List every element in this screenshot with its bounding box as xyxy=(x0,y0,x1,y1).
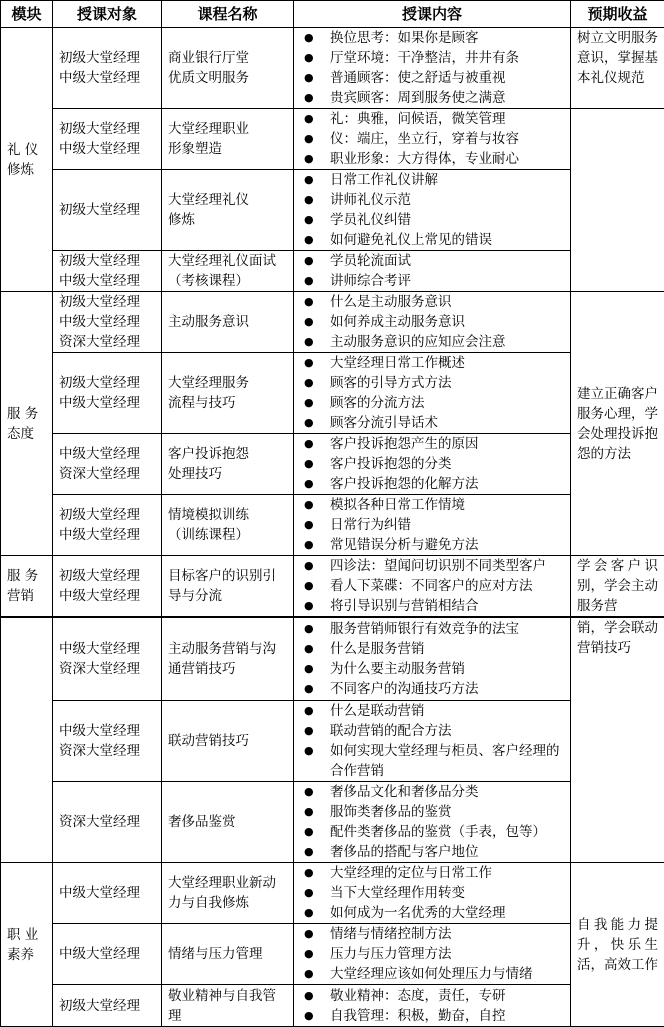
table-row xyxy=(1,28,664,109)
module-literacy: 职 业 素养 xyxy=(1,863,53,1027)
content-cell xyxy=(294,924,571,985)
list-item: ● 模拟各种日常工作情境 xyxy=(300,495,564,515)
list-item: ● 顾客的引导方式方法 xyxy=(300,373,564,393)
table-row xyxy=(1,353,664,434)
course-name-cell: 客户投诉抱怨 处理技巧 xyxy=(162,434,294,495)
list-item: ● 顾客分流引导话术 xyxy=(300,413,564,433)
list-item: ● 如何成为一名优秀的大堂经理 xyxy=(300,903,564,923)
list-item: ● 普通顾客：使之舒适与被重视 xyxy=(300,68,564,88)
module-cell-empty xyxy=(1,618,53,863)
course-name-cell: 奢侈品鉴赏 xyxy=(162,782,294,863)
header-course: 课程名称 xyxy=(162,1,294,28)
gain-cell: 树立文明服务意识，掌握基本礼仪规范 xyxy=(571,28,664,109)
gain-cell: 自我能力提升，快乐生活，高效工作 xyxy=(571,863,664,1027)
list-item: ● 奢侈品的搭配与客户地位 xyxy=(300,842,564,862)
list-item: ● 服务营销师银行有效竞争的法宝 xyxy=(300,619,564,639)
course-name-cell: 大堂经理职业 形象塑造 xyxy=(162,109,294,170)
course-name-cell: 情绪与压力管理 xyxy=(162,924,294,985)
content-cell xyxy=(294,863,571,924)
list-item: ● 讲师综合考评 xyxy=(300,271,564,291)
content-cell xyxy=(294,782,571,863)
list-item: ● 仪：端庄，坐立行，穿着与妆容 xyxy=(300,129,564,149)
audience-cell: 中级大堂经理 资深大堂经理 xyxy=(53,701,162,782)
content-cell xyxy=(294,292,571,353)
course-name-cell: 联动营销技巧 xyxy=(162,701,294,782)
table-row xyxy=(1,618,664,701)
audience-cell: 中级大堂经理 xyxy=(53,924,162,985)
course-name-cell: 大堂经理服务 流程与技巧 xyxy=(162,353,294,434)
list-item: ● 厅堂环境：干净整洁，井井有条 xyxy=(300,48,564,68)
header-content: 授课内容 xyxy=(294,1,571,28)
content-cell xyxy=(294,495,571,556)
list-item: ● 敬业精神：态度，责任，专研 xyxy=(300,986,564,1006)
gain-cell-empty xyxy=(571,109,664,292)
content-cell xyxy=(294,251,571,292)
module-etiquette: 礼 仪 修炼 xyxy=(1,28,53,292)
list-item: ● 服饰类奢侈品的鉴赏 xyxy=(300,802,564,822)
list-item: ● 什么是主动服务意识 xyxy=(300,292,564,312)
course-name-cell: 敬业精神与自我管 理 xyxy=(162,985,294,1027)
list-item: ● 不同客户的沟通技巧方法 xyxy=(300,679,564,699)
table-row xyxy=(1,434,664,495)
list-item: ● 将引导识别与营销相结合 xyxy=(300,596,564,616)
audience-cell: 中级大堂经理 资深大堂经理 xyxy=(53,618,162,701)
course-table-lower xyxy=(0,617,664,1027)
list-item: ● 为什么要主动服务营销 xyxy=(300,659,564,679)
audience-cell: 初级大堂经理 中级大堂经理 xyxy=(53,28,162,109)
audience-cell: 初级大堂经理 xyxy=(53,985,162,1027)
content-cell xyxy=(294,701,571,782)
module-marketing: 服 务 营销 xyxy=(1,556,53,617)
list-item: ● 压力与压力管理方法 xyxy=(300,944,564,964)
list-item: ● 配件类奢侈品的鉴赏（手表，包等） xyxy=(300,822,564,842)
course-name-cell: 商业银行厅堂 优质文明服务 xyxy=(162,28,294,109)
audience-cell: 初级大堂经理 中级大堂经理 xyxy=(53,353,162,434)
course-name-cell: 大堂经理礼仪面试 （考核课程） xyxy=(162,251,294,292)
course-name-cell: 大堂经理礼仪 修炼 xyxy=(162,170,294,251)
audience-cell: 初级大堂经理 中级大堂经理 xyxy=(53,109,162,170)
list-item: ● 如何养成主动服务意识 xyxy=(300,312,564,332)
audience-cell: 初级大堂经理 中级大堂经理 xyxy=(53,251,162,292)
content-cell xyxy=(294,170,571,251)
list-item: ● 礼：典雅，问候语，微笑管理 xyxy=(300,109,564,129)
list-item: ● 联动营销的配合方法 xyxy=(300,721,564,741)
list-item: ● 贵宾顾客：周到服务使之满意 xyxy=(300,88,564,108)
header-gain: 预期收益 xyxy=(571,1,664,28)
list-item: ● 讲师礼仪示范 xyxy=(300,190,564,210)
course-name-cell: 大堂经理职业新动 力与自我修炼 xyxy=(162,863,294,924)
list-item: ● 换位思考：如果你是顾客 xyxy=(300,28,564,48)
audience-cell: 资深大堂经理 xyxy=(53,782,162,863)
list-item: ● 顾客的分流方法 xyxy=(300,393,564,413)
table-row xyxy=(1,985,664,1027)
list-item: ● 奢侈品文化和奢侈品分类 xyxy=(300,782,564,802)
content-cell xyxy=(294,109,571,170)
list-item: ● 看人下菜碟：不同客户的应对方法 xyxy=(300,576,564,596)
list-item: ● 客户投诉抱怨的化解方法 xyxy=(300,474,564,494)
content-cell xyxy=(294,618,571,701)
list-item: ● 客户投诉抱怨产生的原因 xyxy=(300,434,564,454)
gain-cell: 学会客户识别，学会主动服务营 xyxy=(571,556,664,617)
table-row xyxy=(1,924,664,985)
table-row xyxy=(1,109,664,170)
list-item: ● 当下大堂经理作用转变 xyxy=(300,883,564,903)
content-cell xyxy=(294,353,571,434)
course-name-cell: 主动服务营销与沟 通营销技巧 xyxy=(162,618,294,701)
audience-cell: 初级大堂经理 中级大堂经理 资深大堂经理 xyxy=(53,292,162,353)
list-item: ● 如何避免礼仪上常见的错误 xyxy=(300,230,564,250)
table-row xyxy=(1,863,664,924)
audience-cell: 初级大堂经理 中级大堂经理 xyxy=(53,556,162,617)
list-item: ● 学员礼仪纠错 xyxy=(300,210,564,230)
gain-cell: 销，学会联动营销技巧 xyxy=(571,618,664,863)
audience-cell: 初级大堂经理 xyxy=(53,170,162,251)
table-row xyxy=(1,556,664,617)
list-item: ● 四诊法：望闻问切识别不同类型客户 xyxy=(300,556,564,576)
audience-cell: 中级大堂经理 xyxy=(53,863,162,924)
table-row xyxy=(1,251,664,292)
table-row xyxy=(1,495,664,556)
course-name-cell: 目标客户的识别引 导与分流 xyxy=(162,556,294,617)
list-item: ● 主动服务意识的应知应会注意 xyxy=(300,332,564,352)
header-audience: 授课对象 xyxy=(53,1,162,28)
list-item: ● 大堂经理日常工作概述 xyxy=(300,353,564,373)
table-row xyxy=(1,701,664,782)
course-name-cell: 主动服务意识 xyxy=(162,292,294,353)
list-item: ● 大堂经理的定位与日常工作 xyxy=(300,863,564,883)
list-item: ● 大堂经理应该如何处理压力与情绪 xyxy=(300,964,564,984)
header-row xyxy=(1,1,664,28)
list-item: ● 日常行为纠错 xyxy=(300,515,564,535)
content-cell xyxy=(294,985,571,1027)
header-module: 模块 xyxy=(1,1,53,28)
list-item: ● 如何实现大堂经理与柜员、客户经理的合作营销 xyxy=(300,741,564,781)
audience-cell: 中级大堂经理 资深大堂经理 xyxy=(53,434,162,495)
list-item: ● 什么是联动营销 xyxy=(300,701,564,721)
list-item: ● 职业形象：大方得体，专业耐心 xyxy=(300,149,564,169)
audience-cell: 初级大堂经理 中级大堂经理 xyxy=(53,495,162,556)
list-item: ● 情绪与情绪控制方法 xyxy=(300,924,564,944)
list-item: ● 日常工作礼仪讲解 xyxy=(300,170,564,190)
list-item: ● 客户投诉抱怨的分类 xyxy=(300,454,564,474)
course-name-cell: 情境模拟训练 （训练课程） xyxy=(162,495,294,556)
table-row xyxy=(1,292,664,353)
table-row xyxy=(1,170,664,251)
list-item: ● 常见错误分析与避免方法 xyxy=(300,535,564,555)
content-cell xyxy=(294,556,571,617)
list-item: ● 什么是服务营销 xyxy=(300,639,564,659)
content-cell xyxy=(294,28,571,109)
content-cell xyxy=(294,434,571,495)
list-item: ● 自我管理：积极，勤奋，自控 xyxy=(300,1006,564,1026)
table-row xyxy=(1,782,664,863)
list-item: ● 学员轮流面试 xyxy=(300,251,564,271)
module-attitude: 服 务 态度 xyxy=(1,292,53,556)
gain-cell: 建立正确客户服务心理，学会处理投诉抱怨的方法 xyxy=(571,292,664,556)
